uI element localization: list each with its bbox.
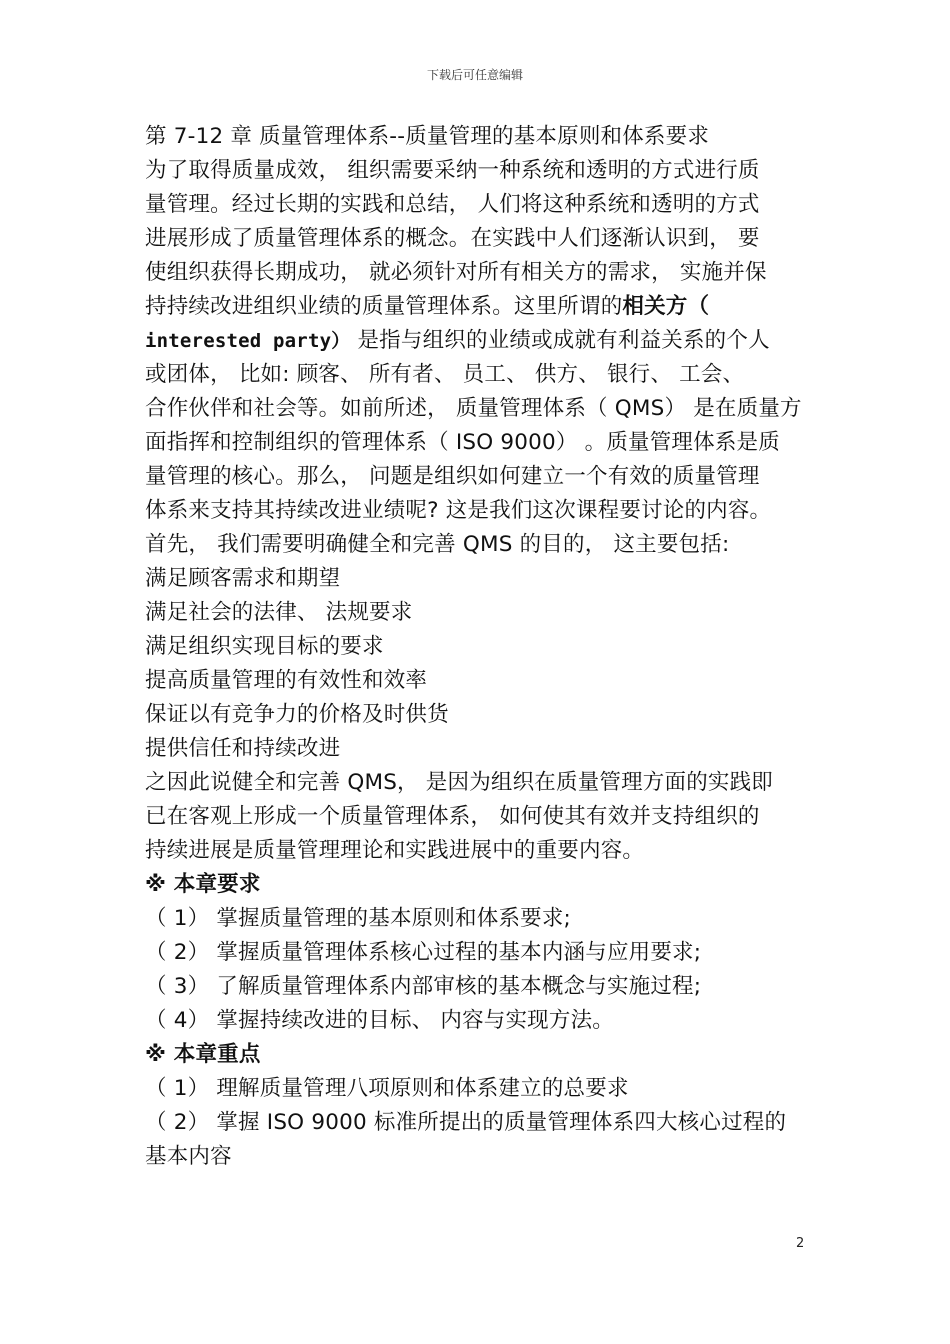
paragraph-line: 之因此说健全和完善 QMS， 是因为组织在质量管理方面的实践即 [145, 770, 773, 795]
paragraph-line: 使组织获得长期成功， 就必须针对所有相关方的需求， 实施并保 [145, 260, 767, 285]
paragraph-line: 已在客观上形成一个质量管理体系， 如何使其有效并支持组织的 [145, 804, 760, 829]
paragraph-line: 持续进展是质量管理理论和实践进展中的重要内容。 [145, 838, 645, 863]
page-number: 2 [796, 1236, 805, 1251]
term-english: interested party） [145, 330, 351, 352]
paragraph-line: 量管理的核心。那么， 问题是组织如何建立一个有效的质量管理 [145, 464, 760, 489]
section-heading-requirements: ※ 本章要求 [145, 872, 261, 897]
list-item: 满足组织实现目标的要求 [145, 634, 384, 659]
paragraph-line [145, 324, 825, 358]
paragraph-line: 量管理。经过长期的实践和总结， 人们将这种系统和透明的方式 [145, 192, 760, 217]
chapter-title: 第 7-12 章 质量管理体系--质量管理的基本原则和体系要求 [145, 124, 710, 149]
paragraph-line [145, 290, 825, 324]
term-highlight: 相关方（ [622, 294, 710, 319]
paragraph-line: 首先， 我们需要明确健全和完善 QMS 的目的， 这主要包括: [145, 532, 730, 557]
document-body [145, 120, 825, 1174]
numbered-item: （ 1） 理解质量管理八项原则和体系建立的总要求 [145, 1076, 629, 1101]
paragraph-line: 为了取得质量成效， 组织需要采纳一种系统和透明的方式进行质 [145, 158, 760, 183]
list-item: 保证以有竞争力的价格及时供货 [145, 702, 449, 727]
list-item: 满足社会的法律、 法规要求 [145, 600, 413, 625]
section-heading-key-points: ※ 本章重点 [145, 1042, 261, 1067]
list-item: 提高质量管理的有效性和效率 [145, 668, 428, 693]
paragraph-line: 进展形成了质量管理体系的概念。在实践中人们逐渐认识到， 要 [145, 226, 760, 251]
paragraph-text: 是指与组织的业绩或成就有利益关系的个人 [350, 328, 770, 353]
numbered-item-continuation: 基本内容 [145, 1144, 232, 1169]
numbered-item: （ 3） 了解质量管理体系内部审核的基本概念与实施过程; [145, 974, 702, 999]
numbered-item: （ 4） 掌握持续改进的目标、 内容与实现方法。 [145, 1008, 614, 1033]
list-item: 满足顾客需求和期望 [145, 566, 341, 591]
paragraph-line: 体系来支持其持续改进业绩呢? 这是我们这次课程要讨论的内容。 [145, 498, 772, 523]
paragraph-text: 持持续改进组织业绩的质量管理体系。这里所谓的 [145, 294, 623, 319]
paragraph-line: 或团体， 比如: 顾客、 所有者、 员工、 供方、 银行、 工会、 [145, 362, 745, 387]
numbered-item: （ 2） 掌握 ISO 9000 标准所提出的质量管理体系四大核心过程的 [145, 1110, 787, 1135]
list-item: 提供信任和持续改进 [145, 736, 341, 761]
numbered-item: （ 1） 掌握质量管理的基本原则和体系要求; [145, 906, 571, 931]
numbered-item: （ 2） 掌握质量管理体系核心过程的基本内涵与应用要求; [145, 940, 702, 965]
page-header: 下载后可任意编辑 [426, 68, 523, 82]
paragraph-line: 合作伙伴和社会等。如前所述， 质量管理体系（ QMS） 是在质量方 [145, 396, 802, 421]
paragraph-line: 面指挥和控制组织的管理体系（ ISO 9000） 。质量管理体系是质 [145, 430, 780, 455]
